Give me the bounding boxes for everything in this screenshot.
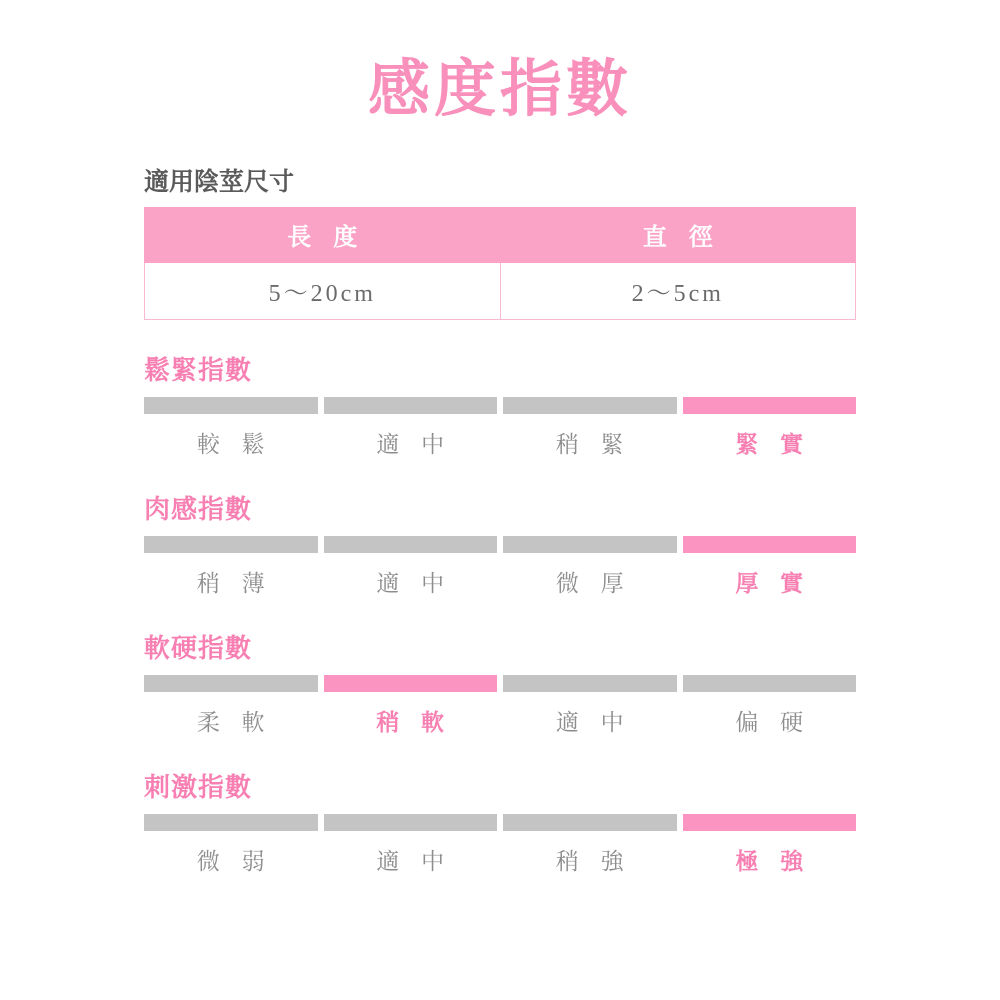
size-table [144, 207, 856, 320]
metric-label-3: 厚 實 [735, 571, 812, 597]
metric-bar-segment-3 [683, 397, 857, 414]
metric-label-1: 適 中 [376, 571, 453, 597]
metric-tightness [144, 350, 856, 459]
metric-bar-segment-3 [683, 675, 857, 692]
metric-bar-segment-0 [144, 814, 318, 831]
metric-softness [144, 628, 856, 737]
metric-title: 肉感指數 [144, 495, 253, 525]
metric-label-1: 適 中 [376, 849, 453, 875]
table-header-row [145, 208, 856, 263]
metric-label-0: 稍 薄 [196, 571, 273, 597]
metric-title: 刺激指數 [144, 773, 253, 803]
metric-labels-row [144, 704, 856, 737]
metric-bar-segment-1 [324, 397, 498, 414]
metric-labels-row [144, 426, 856, 459]
table-cell-length-value: 5～20cm [145, 263, 501, 320]
page-title: 感度指數 [367, 56, 632, 124]
metric-bar-segment-0 [144, 536, 318, 553]
metric-bar-segment-3 [683, 536, 857, 553]
table-row [145, 263, 856, 320]
metric-title: 軟硬指數 [144, 634, 253, 664]
metric-bar-segment-2 [503, 536, 677, 553]
metric-bar-segment-1 [324, 814, 498, 831]
metric-labels-row [144, 843, 856, 876]
metric-label-2: 稍 緊 [555, 432, 632, 458]
metric-label-0: 較 鬆 [196, 432, 273, 458]
table-header-diameter: 直 徑 [500, 208, 856, 263]
size-section-label: 適用陰莖尺寸 [144, 169, 295, 197]
metric-label-3: 偏 硬 [735, 710, 812, 736]
metric-label-2: 微 厚 [555, 571, 632, 597]
metric-bar-row [144, 536, 856, 553]
metric-label-2: 適 中 [555, 710, 632, 736]
metric-bar-segment-2 [503, 397, 677, 414]
metric-bar-segment-0 [144, 675, 318, 692]
content-area [144, 162, 856, 876]
metric-bar-segment-0 [144, 397, 318, 414]
metric-label-0: 微 弱 [196, 849, 273, 875]
metric-bar-row [144, 814, 856, 831]
table-cell-diameter-value: 2～5cm [500, 263, 856, 320]
metric-label-1: 適 中 [376, 432, 453, 458]
metric-label-2: 稍 強 [555, 849, 632, 875]
metric-stimulation [144, 767, 856, 876]
metric-title: 鬆緊指數 [144, 356, 253, 386]
metric-bar-row [144, 675, 856, 692]
metric-label-0: 柔 軟 [196, 710, 273, 736]
metric-label-3: 極 強 [735, 849, 812, 875]
metric-thickness [144, 489, 856, 598]
metric-bar-segment-2 [503, 675, 677, 692]
metric-bar-segment-3 [683, 814, 857, 831]
table-header-length: 長 度 [145, 208, 501, 263]
metric-bar-segment-1 [324, 536, 498, 553]
metric-label-3: 緊 實 [735, 432, 812, 458]
metric-bar-segment-2 [503, 814, 677, 831]
metric-label-1: 稍 軟 [376, 710, 453, 736]
metric-bar-segment-1 [324, 675, 498, 692]
metric-bar-row [144, 397, 856, 414]
metric-labels-row [144, 565, 856, 598]
